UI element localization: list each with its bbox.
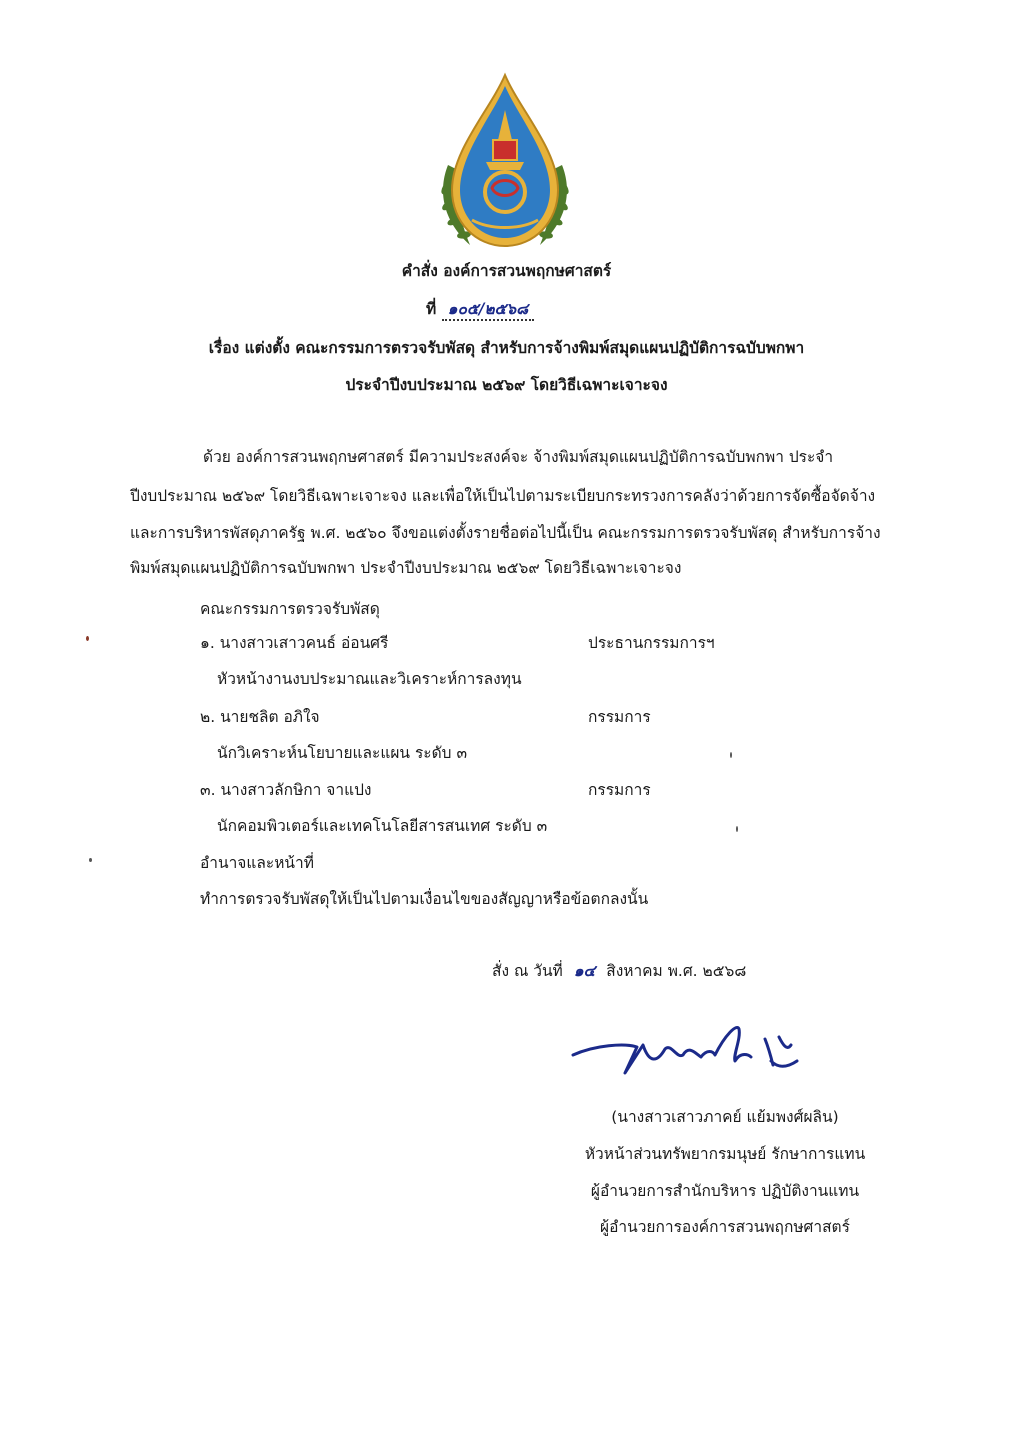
scan-speck	[736, 826, 738, 832]
signatory-title-3: ผู้อำนวยการองค์การสวนพฤกษศาสตร์	[600, 1218, 850, 1236]
committee-heading: คณะกรรมการตรวจรับพัสดุ	[200, 600, 380, 618]
scan-speck	[86, 636, 89, 641]
member-1-position: หัวหน้างานงบประมาณและวิเคราะห์การลงทุน	[217, 670, 522, 688]
date-day: ๑๔	[573, 961, 596, 980]
date-prefix: สั่ง ณ วันที่	[492, 962, 563, 980]
handwritten-signature-icon	[565, 1015, 825, 1085]
paragraph-line-3: และการบริหารพัสดุภาครัฐ พ.ศ. ๒๕๖๐ จึงขอแต่งตั้งรายชื่อต่อไปนี้เป็น คณะกรรมการตรวจรับพัสดุ สำหรับการจ้าง	[130, 524, 881, 542]
duties-text: ทำการตรวจรับพัสดุให้เป็นไปตามเงื่อนไขของสัญญาหรือข้อตกลงนั้น	[200, 890, 649, 908]
signatory-name: (นางสาวเสาวภาคย์ แย้มพงศ์ผลิน)	[611, 1108, 839, 1126]
signatory-title-2: ผู้อำนวยการสำนักบริหาร ปฏิบัติงานแทน	[590, 1182, 860, 1200]
subject-line-2: ประจำปีงบประมาณ ๒๕๖๙ โดยวิธีเฉพาะเจาะจง	[345, 376, 668, 394]
member-1-role: ประธานกรรมการฯ	[588, 634, 715, 652]
scan-speck	[730, 752, 732, 758]
scan-speck	[89, 858, 92, 862]
member-2-name: ๒. นายชลิต อภิใจ	[200, 708, 320, 726]
subject-line-1: เรื่อง แต่งตั้ง คณะกรรมการตรวจรับพัสดุ สำหรับการจ้างพิมพ์สมุดแผนปฏิบัติการฉบับพกพา	[208, 339, 805, 357]
organization-emblem-icon	[430, 70, 580, 260]
member-2-role: กรรมการ	[588, 708, 651, 726]
member-3-position: นักคอมพิวเตอร์และเทคโนโลยีสารสนเทศ ระดับ ๓	[217, 817, 548, 835]
order-number	[426, 296, 534, 321]
signatory-title-1: หัวหน้าส่วนทรัพยากรมนุษย์ รักษาการแทน	[584, 1145, 866, 1163]
member-1-name: ๑. นางสาวเสาวคนธ์ อ่อนศรี	[200, 634, 389, 652]
member-3-name: ๓. นางสาวลักษิกา จาแปง	[200, 781, 372, 799]
order-date	[492, 958, 746, 983]
paragraph-line-2: ปีงบประมาณ ๒๕๖๙ โดยวิธีเฉพาะเจาะจง และเพื่อให้เป็นไปตามระเบียบกระทรวงการคลังว่าด้วยการจัดซื้อจัดจ้าง	[130, 487, 876, 505]
paragraph-line-4: พิมพ์สมุดแผนปฏิบัติการฉบับพกพา ประจำปีงบประมาณ ๒๕๖๙ โดยวิธีเฉพาะเจาะจง	[130, 559, 682, 577]
date-suffix: สิงหาคม พ.ศ. ๒๕๖๘	[606, 962, 747, 980]
order-title: คำสั่ง องค์การสวนพฤกษศาสตร์	[401, 262, 612, 280]
order-number-prefix: ที่	[426, 300, 437, 318]
paragraph-line-1: ด้วย องค์การสวนพฤกษศาสตร์ มีความประสงค์จะ จ้างพิมพ์สมุดแผนปฏิบัติการฉบับพกพา ประจำ	[203, 448, 834, 466]
duties-heading: อำนาจและหน้าที่	[200, 854, 314, 872]
member-3-role: กรรมการ	[588, 781, 651, 799]
order-number-value: ๑๐๕/๒๕๖๘	[442, 299, 534, 321]
member-2-position: นักวิเคราะห์นโยบายและแผน ระดับ ๓	[217, 744, 468, 762]
